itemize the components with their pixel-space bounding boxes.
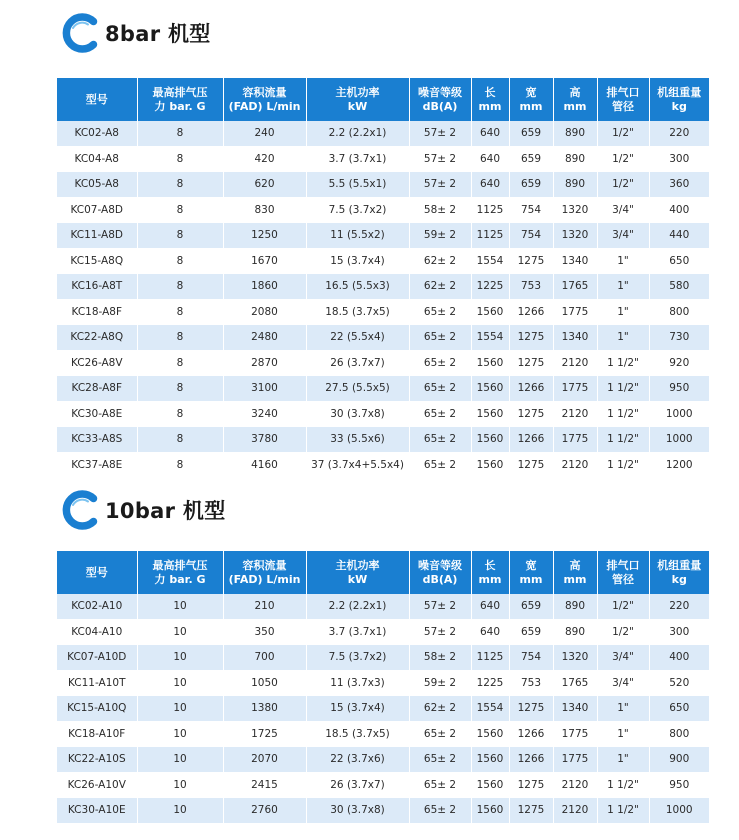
cell-power: 18.5 (3.7x5) bbox=[306, 721, 409, 747]
cell-outlet: 3/4" bbox=[597, 670, 649, 696]
cell-width: 659 bbox=[509, 594, 553, 619]
cell-pressure: 10 bbox=[137, 721, 223, 747]
cell-outlet: 1/2" bbox=[597, 172, 649, 198]
cell-weight: 520 bbox=[649, 670, 709, 696]
cell-model: KC37-A8E bbox=[57, 452, 137, 478]
cell-pressure: 8 bbox=[137, 121, 223, 146]
table-row bbox=[57, 325, 709, 351]
col-header-weight: 机组重量 kg bbox=[649, 78, 709, 121]
cell-weight: 950 bbox=[649, 772, 709, 798]
cell-model: KC15-A10Q bbox=[57, 696, 137, 722]
cell-length: 1554 bbox=[471, 325, 509, 351]
cell-weight: 220 bbox=[649, 121, 709, 146]
cell-pressure: 8 bbox=[137, 325, 223, 351]
cell-model: KC28-A8F bbox=[57, 376, 137, 402]
table-row bbox=[57, 798, 709, 824]
cell-model: KC15-A8Q bbox=[57, 248, 137, 274]
cell-power: 7.5 (3.7x2) bbox=[306, 197, 409, 223]
cell-flow: 1380 bbox=[223, 696, 306, 722]
cell-width: 1275 bbox=[509, 248, 553, 274]
cell-flow: 620 bbox=[223, 172, 306, 198]
cell-length: 640 bbox=[471, 172, 509, 198]
col-header-noise: 噪音等级 dB(A) bbox=[409, 78, 471, 121]
cell-outlet: 1 1/2" bbox=[597, 350, 649, 376]
cell-weight: 1200 bbox=[649, 452, 709, 478]
cell-height: 1775 bbox=[553, 299, 597, 325]
cell-width: 1275 bbox=[509, 350, 553, 376]
cell-length: 1554 bbox=[471, 696, 509, 722]
cell-height: 1320 bbox=[553, 197, 597, 223]
table-row bbox=[57, 427, 709, 453]
cell-model: KC30-A10E bbox=[57, 798, 137, 824]
cell-noise: 57± 2 bbox=[409, 121, 471, 146]
cell-noise: 62± 2 bbox=[409, 274, 471, 300]
cell-outlet: 1" bbox=[597, 299, 649, 325]
cell-pressure: 8 bbox=[137, 146, 223, 172]
col-header-power: 主机功率 kW bbox=[306, 78, 409, 121]
cell-power: 5.5 (5.5x1) bbox=[306, 172, 409, 198]
table-row bbox=[57, 452, 709, 478]
cell-model: KC30-A8E bbox=[57, 401, 137, 427]
col-header-model: 型号 bbox=[57, 78, 137, 121]
cell-weight: 1000 bbox=[649, 427, 709, 453]
cell-weight: 400 bbox=[649, 197, 709, 223]
cell-flow: 2870 bbox=[223, 350, 306, 376]
cell-pressure: 8 bbox=[137, 248, 223, 274]
table-row bbox=[57, 670, 709, 696]
cell-flow: 1725 bbox=[223, 721, 306, 747]
cell-weight: 650 bbox=[649, 696, 709, 722]
cell-weight: 1000 bbox=[649, 401, 709, 427]
col-header-height: 高 mm bbox=[553, 78, 597, 121]
cell-weight: 440 bbox=[649, 223, 709, 249]
cell-outlet: 1/2" bbox=[597, 594, 649, 619]
cell-height: 1775 bbox=[553, 427, 597, 453]
cell-outlet: 1 1/2" bbox=[597, 401, 649, 427]
cell-pressure: 8 bbox=[137, 223, 223, 249]
cell-pressure: 10 bbox=[137, 696, 223, 722]
cell-outlet: 1 1/2" bbox=[597, 427, 649, 453]
section-title-text: 8bar 机型 bbox=[105, 22, 211, 46]
cell-pressure: 8 bbox=[137, 452, 223, 478]
cell-length: 1560 bbox=[471, 401, 509, 427]
cell-height: 890 bbox=[553, 619, 597, 645]
cell-noise: 65± 2 bbox=[409, 401, 471, 427]
cell-width: 1275 bbox=[509, 772, 553, 798]
cell-noise: 65± 2 bbox=[409, 325, 471, 351]
section-title-8bar bbox=[60, 12, 211, 54]
cell-flow: 3240 bbox=[223, 401, 306, 427]
cell-height: 2120 bbox=[553, 350, 597, 376]
cell-length: 1560 bbox=[471, 721, 509, 747]
cell-power: 16.5 (5.5x3) bbox=[306, 274, 409, 300]
cell-length: 640 bbox=[471, 619, 509, 645]
cell-power: 26 (3.7x7) bbox=[306, 350, 409, 376]
cell-weight: 220 bbox=[649, 594, 709, 619]
cell-width: 1275 bbox=[509, 798, 553, 824]
table-row bbox=[57, 401, 709, 427]
cell-model: KC07-A10D bbox=[57, 645, 137, 671]
cell-flow: 420 bbox=[223, 146, 306, 172]
table-row bbox=[57, 299, 709, 325]
cell-power: 7.5 (3.7x2) bbox=[306, 645, 409, 671]
section-title-text: 10bar 机型 bbox=[105, 499, 226, 523]
cell-height: 890 bbox=[553, 146, 597, 172]
cell-length: 640 bbox=[471, 146, 509, 172]
cell-width: 1275 bbox=[509, 696, 553, 722]
cell-width: 1275 bbox=[509, 452, 553, 478]
col-header-length: 长 mm bbox=[471, 551, 509, 594]
cell-weight: 900 bbox=[649, 747, 709, 773]
cell-outlet: 1" bbox=[597, 721, 649, 747]
cell-length: 1560 bbox=[471, 427, 509, 453]
cell-weight: 650 bbox=[649, 248, 709, 274]
col-header-width: 宽 mm bbox=[509, 551, 553, 594]
cell-power: 37 (3.7x4+5.5x4) bbox=[306, 452, 409, 478]
cell-outlet: 1 1/2" bbox=[597, 376, 649, 402]
cell-length: 1125 bbox=[471, 197, 509, 223]
cell-noise: 57± 2 bbox=[409, 146, 471, 172]
cell-noise: 65± 2 bbox=[409, 452, 471, 478]
cell-length: 1225 bbox=[471, 274, 509, 300]
col-header-pressure: 最高排气压 力 bar. G bbox=[137, 78, 223, 121]
c-logo-icon bbox=[60, 489, 102, 531]
cell-width: 659 bbox=[509, 121, 553, 146]
cell-width: 659 bbox=[509, 619, 553, 645]
header-row bbox=[57, 551, 709, 594]
cell-outlet: 1 1/2" bbox=[597, 452, 649, 478]
cell-power: 30 (3.7x8) bbox=[306, 401, 409, 427]
cell-outlet: 1" bbox=[597, 325, 649, 351]
cell-length: 640 bbox=[471, 594, 509, 619]
cell-weight: 800 bbox=[649, 299, 709, 325]
col-header-width: 宽 mm bbox=[509, 78, 553, 121]
cell-height: 2120 bbox=[553, 798, 597, 824]
cell-width: 659 bbox=[509, 146, 553, 172]
cell-model: KC22-A8Q bbox=[57, 325, 137, 351]
cell-power: 22 (5.5x4) bbox=[306, 325, 409, 351]
cell-flow: 2070 bbox=[223, 747, 306, 773]
cell-noise: 65± 2 bbox=[409, 721, 471, 747]
cell-weight: 950 bbox=[649, 376, 709, 402]
cell-flow: 2080 bbox=[223, 299, 306, 325]
table-row bbox=[57, 747, 709, 773]
cell-width: 753 bbox=[509, 670, 553, 696]
table-row bbox=[57, 197, 709, 223]
cell-model: KC22-A10S bbox=[57, 747, 137, 773]
header-row bbox=[57, 78, 709, 121]
table-row bbox=[57, 223, 709, 249]
cell-height: 1765 bbox=[553, 274, 597, 300]
cell-height: 890 bbox=[553, 172, 597, 198]
cell-height: 1340 bbox=[553, 696, 597, 722]
cell-outlet: 1/2" bbox=[597, 121, 649, 146]
cell-flow: 2415 bbox=[223, 772, 306, 798]
table-row bbox=[57, 350, 709, 376]
cell-noise: 57± 2 bbox=[409, 172, 471, 198]
cell-width: 754 bbox=[509, 197, 553, 223]
cell-pressure: 10 bbox=[137, 747, 223, 773]
cell-outlet: 1" bbox=[597, 747, 649, 773]
cell-width: 1266 bbox=[509, 747, 553, 773]
cell-height: 1775 bbox=[553, 747, 597, 773]
cell-model: KC16-A8T bbox=[57, 274, 137, 300]
cell-length: 1560 bbox=[471, 798, 509, 824]
cell-flow: 1860 bbox=[223, 274, 306, 300]
col-header-outlet: 排气口 管径 bbox=[597, 78, 649, 121]
cell-height: 2120 bbox=[553, 772, 597, 798]
cell-noise: 65± 2 bbox=[409, 350, 471, 376]
cell-power: 27.5 (5.5x5) bbox=[306, 376, 409, 402]
spec-table-10bar bbox=[57, 551, 709, 824]
cell-model: KC11-A10T bbox=[57, 670, 137, 696]
cell-height: 890 bbox=[553, 121, 597, 146]
cell-outlet: 1" bbox=[597, 696, 649, 722]
cell-power: 33 (5.5x6) bbox=[306, 427, 409, 453]
cell-length: 1225 bbox=[471, 670, 509, 696]
cell-outlet: 3/4" bbox=[597, 223, 649, 249]
cell-flow: 350 bbox=[223, 619, 306, 645]
cell-weight: 730 bbox=[649, 325, 709, 351]
cell-width: 1266 bbox=[509, 721, 553, 747]
table-row bbox=[57, 594, 709, 619]
cell-outlet: 1 1/2" bbox=[597, 798, 649, 824]
cell-pressure: 10 bbox=[137, 670, 223, 696]
col-header-weight: 机组重量 kg bbox=[649, 551, 709, 594]
cell-noise: 59± 2 bbox=[409, 223, 471, 249]
cell-pressure: 8 bbox=[137, 274, 223, 300]
cell-power: 2.2 (2.2x1) bbox=[306, 121, 409, 146]
cell-power: 15 (3.7x4) bbox=[306, 248, 409, 274]
cell-model: KC05-A8 bbox=[57, 172, 137, 198]
spec-table-8bar bbox=[57, 78, 709, 478]
cell-pressure: 10 bbox=[137, 772, 223, 798]
cell-noise: 65± 2 bbox=[409, 772, 471, 798]
cell-height: 890 bbox=[553, 594, 597, 619]
cell-height: 1340 bbox=[553, 325, 597, 351]
cell-power: 11 (5.5x2) bbox=[306, 223, 409, 249]
cell-flow: 830 bbox=[223, 197, 306, 223]
cell-model: KC04-A10 bbox=[57, 619, 137, 645]
cell-power: 26 (3.7x7) bbox=[306, 772, 409, 798]
cell-flow: 240 bbox=[223, 121, 306, 146]
cell-noise: 65± 2 bbox=[409, 299, 471, 325]
cell-pressure: 10 bbox=[137, 645, 223, 671]
cell-pressure: 8 bbox=[137, 427, 223, 453]
cell-flow: 1250 bbox=[223, 223, 306, 249]
cell-weight: 360 bbox=[649, 172, 709, 198]
cell-flow: 3780 bbox=[223, 427, 306, 453]
cell-length: 1560 bbox=[471, 452, 509, 478]
cell-outlet: 1/2" bbox=[597, 619, 649, 645]
cell-outlet: 1" bbox=[597, 274, 649, 300]
cell-length: 1560 bbox=[471, 772, 509, 798]
cell-power: 18.5 (3.7x5) bbox=[306, 299, 409, 325]
table-row bbox=[57, 248, 709, 274]
cell-outlet: 1 1/2" bbox=[597, 772, 649, 798]
col-header-flow: 容积流量 (FAD) L/min bbox=[223, 551, 306, 594]
col-header-outlet: 排气口 管径 bbox=[597, 551, 649, 594]
table-row bbox=[57, 645, 709, 671]
cell-model: KC04-A8 bbox=[57, 146, 137, 172]
cell-width: 1275 bbox=[509, 401, 553, 427]
table-body-10bar bbox=[57, 594, 709, 823]
cell-noise: 65± 2 bbox=[409, 376, 471, 402]
cell-pressure: 8 bbox=[137, 401, 223, 427]
cell-pressure: 8 bbox=[137, 299, 223, 325]
cell-length: 640 bbox=[471, 121, 509, 146]
cell-noise: 58± 2 bbox=[409, 197, 471, 223]
table-row bbox=[57, 696, 709, 722]
cell-outlet: 1/2" bbox=[597, 146, 649, 172]
cell-pressure: 10 bbox=[137, 594, 223, 619]
cell-model: KC11-A8D bbox=[57, 223, 137, 249]
cell-pressure: 8 bbox=[137, 376, 223, 402]
cell-outlet: 3/4" bbox=[597, 197, 649, 223]
section-title-10bar bbox=[60, 489, 226, 531]
cell-width: 754 bbox=[509, 223, 553, 249]
cell-weight: 300 bbox=[649, 146, 709, 172]
table-row bbox=[57, 619, 709, 645]
table-row bbox=[57, 146, 709, 172]
cell-length: 1560 bbox=[471, 299, 509, 325]
cell-length: 1125 bbox=[471, 645, 509, 671]
cell-flow: 210 bbox=[223, 594, 306, 619]
cell-width: 753 bbox=[509, 274, 553, 300]
cell-outlet: 3/4" bbox=[597, 645, 649, 671]
cell-pressure: 10 bbox=[137, 619, 223, 645]
cell-length: 1560 bbox=[471, 350, 509, 376]
cell-noise: 62± 2 bbox=[409, 696, 471, 722]
cell-flow: 2760 bbox=[223, 798, 306, 824]
cell-height: 1775 bbox=[553, 376, 597, 402]
table-row bbox=[57, 772, 709, 798]
cell-height: 1320 bbox=[553, 645, 597, 671]
cell-height: 2120 bbox=[553, 401, 597, 427]
cell-power: 2.2 (2.2x1) bbox=[306, 594, 409, 619]
cell-width: 1266 bbox=[509, 376, 553, 402]
cell-weight: 920 bbox=[649, 350, 709, 376]
cell-height: 1775 bbox=[553, 721, 597, 747]
table-body-8bar bbox=[57, 121, 709, 478]
cell-width: 1266 bbox=[509, 427, 553, 453]
cell-weight: 400 bbox=[649, 645, 709, 671]
cell-width: 754 bbox=[509, 645, 553, 671]
col-header-length: 长 mm bbox=[471, 78, 509, 121]
cell-power: 3.7 (3.7x1) bbox=[306, 146, 409, 172]
col-header-model: 型号 bbox=[57, 551, 137, 594]
cell-flow: 1050 bbox=[223, 670, 306, 696]
cell-length: 1125 bbox=[471, 223, 509, 249]
col-header-flow: 容积流量 (FAD) L/min bbox=[223, 78, 306, 121]
cell-flow: 2480 bbox=[223, 325, 306, 351]
cell-weight: 800 bbox=[649, 721, 709, 747]
col-header-power: 主机功率 kW bbox=[306, 551, 409, 594]
cell-flow: 1670 bbox=[223, 248, 306, 274]
cell-height: 1765 bbox=[553, 670, 597, 696]
table-row bbox=[57, 721, 709, 747]
cell-width: 1275 bbox=[509, 325, 553, 351]
cell-model: KC33-A8S bbox=[57, 427, 137, 453]
cell-weight: 300 bbox=[649, 619, 709, 645]
cell-outlet: 1" bbox=[597, 248, 649, 274]
cell-length: 1554 bbox=[471, 248, 509, 274]
cell-height: 1340 bbox=[553, 248, 597, 274]
cell-height: 2120 bbox=[553, 452, 597, 478]
cell-noise: 62± 2 bbox=[409, 248, 471, 274]
table-row bbox=[57, 274, 709, 300]
cell-width: 1266 bbox=[509, 299, 553, 325]
table-row bbox=[57, 172, 709, 198]
cell-weight: 580 bbox=[649, 274, 709, 300]
cell-flow: 700 bbox=[223, 645, 306, 671]
col-header-height: 高 mm bbox=[553, 551, 597, 594]
cell-flow: 4160 bbox=[223, 452, 306, 478]
c-logo-icon bbox=[60, 12, 102, 54]
cell-model: KC07-A8D bbox=[57, 197, 137, 223]
cell-noise: 65± 2 bbox=[409, 798, 471, 824]
cell-model: KC18-A8F bbox=[57, 299, 137, 325]
cell-power: 22 (3.7x6) bbox=[306, 747, 409, 773]
cell-power: 3.7 (3.7x1) bbox=[306, 619, 409, 645]
cell-model: KC26-A10V bbox=[57, 772, 137, 798]
col-header-noise: 噪音等级 dB(A) bbox=[409, 551, 471, 594]
cell-model: KC02-A8 bbox=[57, 121, 137, 146]
cell-width: 659 bbox=[509, 172, 553, 198]
cell-length: 1560 bbox=[471, 376, 509, 402]
cell-noise: 57± 2 bbox=[409, 594, 471, 619]
cell-power: 30 (3.7x8) bbox=[306, 798, 409, 824]
cell-weight: 1000 bbox=[649, 798, 709, 824]
cell-model: KC18-A10F bbox=[57, 721, 137, 747]
cell-pressure: 8 bbox=[137, 197, 223, 223]
cell-noise: 59± 2 bbox=[409, 670, 471, 696]
cell-power: 11 (3.7x3) bbox=[306, 670, 409, 696]
cell-noise: 65± 2 bbox=[409, 427, 471, 453]
cell-flow: 3100 bbox=[223, 376, 306, 402]
cell-pressure: 8 bbox=[137, 172, 223, 198]
cell-model: KC26-A8V bbox=[57, 350, 137, 376]
cell-noise: 58± 2 bbox=[409, 645, 471, 671]
cell-noise: 65± 2 bbox=[409, 747, 471, 773]
cell-model: KC02-A10 bbox=[57, 594, 137, 619]
cell-length: 1560 bbox=[471, 747, 509, 773]
cell-pressure: 8 bbox=[137, 350, 223, 376]
cell-noise: 57± 2 bbox=[409, 619, 471, 645]
col-header-pressure: 最高排气压 力 bar. G bbox=[137, 551, 223, 594]
cell-height: 1320 bbox=[553, 223, 597, 249]
table-row bbox=[57, 121, 709, 146]
cell-power: 15 (3.7x4) bbox=[306, 696, 409, 722]
cell-pressure: 10 bbox=[137, 798, 223, 824]
table-row bbox=[57, 376, 709, 402]
